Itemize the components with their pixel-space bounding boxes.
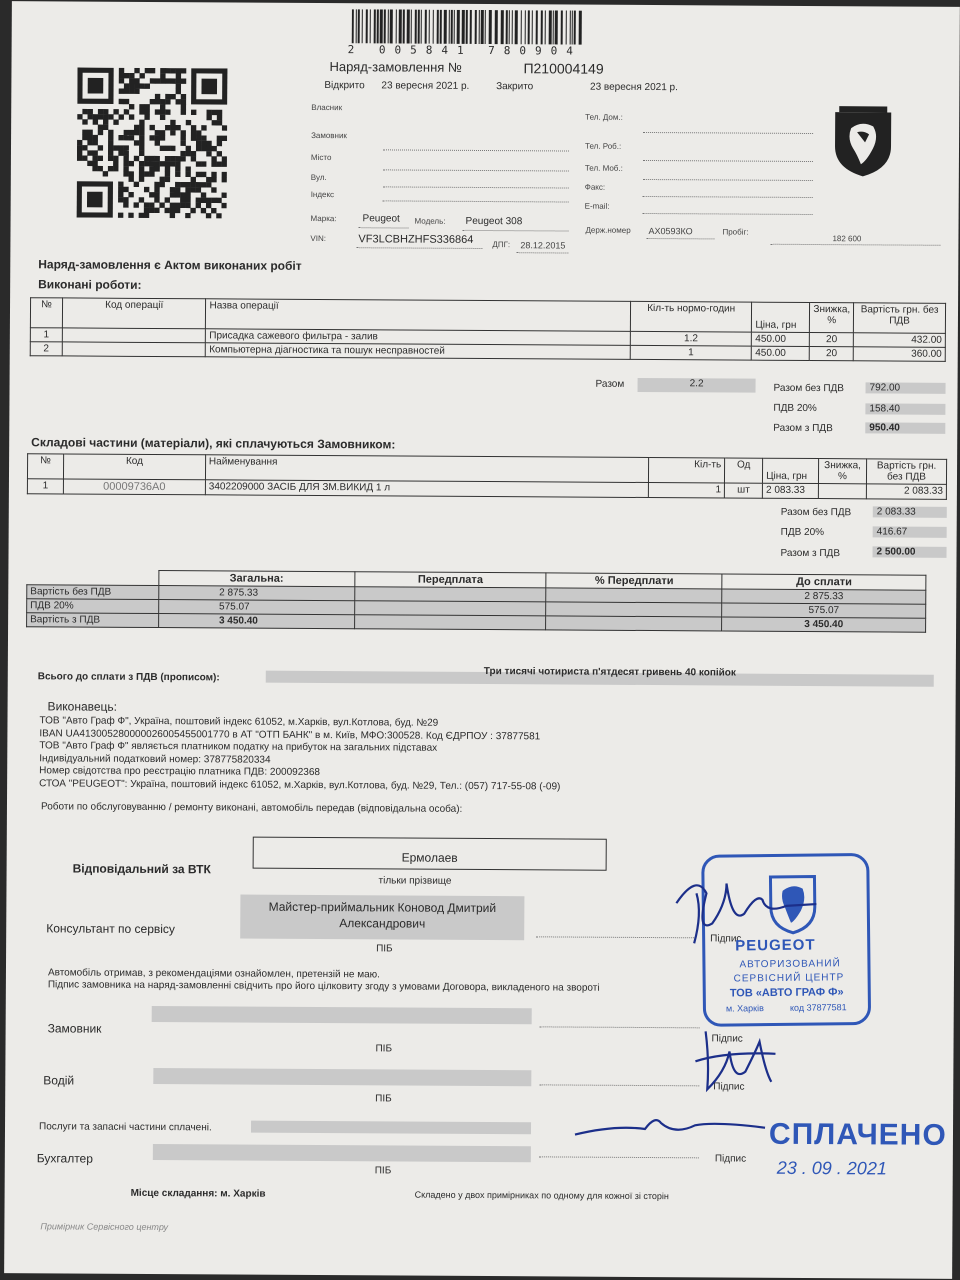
qr-code bbox=[77, 68, 228, 219]
works-header-name: Назва операції bbox=[206, 299, 631, 332]
place-of-issue: Місце складання: м. Харків bbox=[130, 1187, 266, 1200]
parts-table bbox=[27, 453, 947, 500]
peugeot-lion-icon bbox=[831, 102, 895, 178]
barcode bbox=[352, 9, 584, 46]
received-text-2: Підпис замовника на наряд-замовленні свідчить про його цілковиту згоду з умовами Договора, викладеного на звороті bbox=[47, 979, 600, 994]
barcode-number: 2 005841 780904 bbox=[347, 43, 582, 58]
vtk-name: Ермолаев bbox=[253, 837, 607, 871]
make-label: Марка: bbox=[310, 213, 337, 224]
phone-home-label: Тел. Дом.: bbox=[585, 112, 623, 122]
opened-date: 23 вересня 2021 р. bbox=[381, 80, 470, 92]
summary-cell bbox=[546, 616, 722, 631]
customer-pib: ПІБ bbox=[375, 1043, 393, 1055]
executor-title: Виконавець: bbox=[47, 699, 118, 714]
works-vat-label: ПДВ 20% bbox=[773, 402, 817, 415]
parts-header-cost: Вартість грн. без ПДВ bbox=[866, 459, 946, 484]
accountant-signature bbox=[565, 1105, 785, 1166]
works-header-num: № bbox=[30, 298, 62, 328]
consultant-signature bbox=[666, 863, 827, 954]
paid-date: 23 . 09 . 2021 bbox=[776, 1157, 887, 1179]
model-value: Peugeot 308 bbox=[465, 215, 523, 228]
peugeot-logo bbox=[831, 102, 895, 178]
consultant-pib: ПІБ bbox=[376, 943, 393, 955]
works-cell: 450.00 bbox=[752, 332, 810, 346]
vtk-label: Відповідальний за ВТК bbox=[72, 861, 211, 877]
parts-cell: 1 bbox=[649, 483, 725, 498]
customer-label: Замовник bbox=[311, 130, 347, 141]
copies-note: Складено у двох примірниках по одному для кожної зі сторін bbox=[414, 1189, 669, 1202]
driver-pib: ПІБ bbox=[375, 1093, 392, 1105]
email-label: E-mail: bbox=[584, 201, 610, 211]
parts-title: Складові частини (матеріали), які сплачуються Замовником: bbox=[31, 435, 396, 452]
consultant-name-2: Александрович bbox=[339, 916, 426, 931]
reg-value: АХ0593КО bbox=[648, 226, 693, 237]
summary-header-total: Загальна: bbox=[159, 571, 355, 587]
in-words-label: Всього до сплати з ПДВ (прописом): bbox=[37, 671, 220, 684]
vin-value: VF3LCBHZHFS336864 bbox=[358, 233, 474, 246]
works-cell: 432.00 bbox=[853, 333, 945, 348]
works-table bbox=[30, 297, 946, 362]
customer-label: Замовник bbox=[47, 1021, 102, 1036]
stamp-brand: PEUGEOT bbox=[735, 936, 816, 955]
parts-cell: шт bbox=[724, 483, 762, 498]
city-label: Місто bbox=[310, 152, 332, 163]
executor-line: ТОВ "Авто Граф Ф" являється платником податку на прибуток на загальних підставах bbox=[39, 740, 438, 754]
summary-cell: 575.07 bbox=[722, 603, 926, 618]
accountant-label: Бухгалтер bbox=[36, 1151, 93, 1166]
parts-cell: 2 083.33 bbox=[762, 483, 818, 498]
summary-cell bbox=[546, 588, 722, 603]
parts-sum-vat: 2 500.00 bbox=[873, 546, 947, 557]
parts-sum-vat-label: Разом з ПДВ bbox=[780, 547, 841, 560]
surname-only-note: тільки прізвище bbox=[378, 875, 452, 887]
summary-cell: 3 450.40 bbox=[722, 617, 926, 632]
parts-cell: 00009736A0 bbox=[63, 479, 205, 495]
paid-text: Послуги та запасні частини сплачені. bbox=[38, 1121, 212, 1134]
received-text-1: Автомобіль отримав, з рекомендаціями ознайомлен, претензій не маю. bbox=[47, 967, 380, 981]
works-cell: 20 bbox=[810, 332, 854, 346]
works-total-hours: 2.2 bbox=[638, 378, 756, 393]
works-header-price: Ціна, грн bbox=[752, 302, 810, 332]
works-header-cost: Вартість грн. без ПДВ bbox=[854, 303, 946, 334]
works-cell: Присадка сажевого фильтра - залив bbox=[206, 329, 630, 346]
works-cell: 20 bbox=[810, 346, 854, 360]
parts-header-name: Найменування bbox=[205, 455, 649, 483]
works-cell bbox=[62, 342, 206, 357]
parts-cell: 2 083.33 bbox=[866, 484, 946, 499]
accountant-pib: ПІБ bbox=[374, 1165, 392, 1177]
parts-vat: 416.67 bbox=[873, 526, 947, 537]
summary-cell: 3 450.40 bbox=[158, 614, 354, 629]
parts-header-code: Код bbox=[63, 454, 205, 480]
opened-label: Відкрито bbox=[324, 80, 365, 92]
works-cell: 2 bbox=[30, 342, 62, 356]
executor-line: IBAN UA413005280000026005455001770 в АТ "ОТП БАНК" в м. Київ, МФО:300528. Код ЄДРПОУ : 37877581 bbox=[39, 727, 541, 742]
stamp-line-4: м. Харків bbox=[725, 1003, 764, 1014]
parts-cell: 3402209000 ЗАСІБ ДЛЯ ЗМ.ВИКИД 1 л bbox=[205, 480, 648, 498]
works-total-label: Разом bbox=[595, 378, 625, 390]
summary-cell: Вартість без ПДВ bbox=[27, 585, 159, 600]
phone-mob-label: Тел. Моб.: bbox=[584, 163, 623, 173]
consultant-label: Консультант по сервісу bbox=[46, 921, 176, 937]
summary-cell bbox=[354, 615, 546, 630]
closed-label: Закрито bbox=[496, 81, 534, 93]
summary-header-prepay-percent: % Передплати bbox=[546, 573, 722, 589]
stamp-line-1: АВТОРИЗОВАНИЙ bbox=[739, 958, 841, 971]
works-sum-vat-label: Разом з ПДВ bbox=[773, 422, 833, 435]
executor-line: ТОВ "Авто Граф Ф", Україна, поштовий індекс 61052, м.Харків, вул.Котлова, буд. №29 bbox=[39, 715, 439, 729]
summary-header-due: До сплати bbox=[722, 574, 926, 590]
parts-sum-no-vat: 2 083.33 bbox=[873, 506, 947, 517]
works-header-hours: Кіл-ть нормо-годин bbox=[630, 301, 752, 332]
works-cell: 1.2 bbox=[630, 331, 752, 346]
work-order-document bbox=[4, 1, 960, 1279]
consultant-signature-label: Підпис bbox=[710, 933, 742, 945]
parts-cell bbox=[818, 484, 866, 499]
executor-line: Індивідуальний податковий номер: 378775820334 bbox=[39, 752, 271, 766]
barcode-graphic bbox=[352, 9, 584, 46]
qr-code-graphic bbox=[77, 68, 228, 219]
summary-cell: 2 875.33 bbox=[159, 586, 355, 601]
mileage-label: Пробіг: bbox=[722, 227, 749, 237]
summary-cell bbox=[354, 601, 546, 616]
summary-cell: 575.07 bbox=[158, 600, 354, 615]
phone-work-label: Тел. Роб.: bbox=[584, 141, 622, 151]
model-label: Модель: bbox=[414, 216, 446, 226]
executor-line: СТОА "PEUGEOT": Україна, поштовий індекс 61052, м.Харків, вул.Котлова, буд. №29, Тел.: (057) 717-55-08 (-09) bbox=[39, 777, 561, 792]
works-header-code: Код операції bbox=[62, 298, 206, 329]
summary-cell bbox=[546, 602, 722, 617]
customer-signature-label: Підпис bbox=[711, 1033, 743, 1045]
works-cell: Компьютерна діагностика та пошук несправностей bbox=[206, 343, 630, 360]
stamp-line-2: СЕРВІСНИЙ ЦЕНТР bbox=[733, 972, 845, 985]
parts-vat-label: ПДВ 20% bbox=[780, 526, 825, 539]
executor-details bbox=[39, 715, 561, 793]
driver-label: Водій bbox=[43, 1073, 75, 1088]
works-cell: 450.00 bbox=[752, 346, 810, 360]
parts-header-num: № bbox=[27, 454, 63, 479]
act-title: Наряд-замовлення є Актом виконаних робіт bbox=[38, 257, 302, 273]
reg-label: Держ.номер bbox=[585, 225, 631, 235]
closed-date: 23 вересня 2021 р. bbox=[590, 81, 678, 94]
handover-text: Роботи по обслуговуванню / ремонту виконані, автомобіль передав (відповідальна особа): bbox=[40, 801, 463, 815]
parts-header-discount: Знижка, % bbox=[818, 459, 866, 484]
order-number: П210004149 bbox=[523, 60, 604, 77]
parts-header-unit: Од bbox=[725, 458, 763, 483]
paid-stamp: СПЛАЧЕНО bbox=[768, 1117, 947, 1152]
works-title: Виконані роботи: bbox=[38, 277, 142, 292]
summary-cell: 2 875.33 bbox=[722, 589, 926, 604]
consultant-name: Майстер-приймальник Коновод Дмитрий bbox=[268, 899, 497, 916]
date-value: 28.12.2015 bbox=[520, 240, 566, 251]
accountant-signature-label: Підпис bbox=[714, 1153, 747, 1165]
mileage-value: 182 600 bbox=[832, 234, 862, 244]
customer-signature bbox=[685, 1011, 796, 1102]
make-value: Peugeot bbox=[362, 213, 400, 225]
works-cell: 1 bbox=[30, 328, 62, 342]
parts-cell: 1 bbox=[27, 479, 63, 494]
summary-cell: Вартість з ПДВ bbox=[27, 613, 159, 628]
street-label: Вул. bbox=[310, 172, 327, 183]
works-cell: 360.00 bbox=[853, 347, 945, 362]
works-sum-no-vat: 792.00 bbox=[866, 382, 946, 393]
driver-signature-label: Підпис bbox=[713, 1081, 745, 1093]
works-sum-no-vat-label: Разом без ПДВ bbox=[773, 382, 845, 395]
in-words-value: Три тисячі чотириста п'ятдесят гривень 40 копійок bbox=[483, 666, 736, 679]
fax-label: Факс: bbox=[584, 182, 606, 192]
parts-sum-no-vat-label: Разом без ПДВ bbox=[780, 506, 852, 519]
works-cell: 1 bbox=[630, 345, 752, 360]
vin-label: VIN: bbox=[310, 233, 327, 244]
owner-label: Власник bbox=[311, 102, 343, 113]
summary-header-prepay: Передплата bbox=[354, 572, 546, 588]
index-label: Індекс bbox=[310, 189, 335, 200]
parts-header-qty: Кіл-ть bbox=[649, 458, 725, 483]
order-title: Наряд-замовлення № bbox=[329, 59, 462, 75]
summary-cell: ПДВ 20% bbox=[27, 599, 159, 614]
works-header-discount: Знижка, % bbox=[810, 302, 854, 332]
summary-table bbox=[26, 569, 926, 632]
works-sum-vat: 950.40 bbox=[865, 422, 945, 433]
stamp-code: код 37877581 bbox=[789, 1002, 847, 1013]
date-label: ДПГ: bbox=[492, 240, 511, 250]
stamp-line-3: ТОВ «АВТО ГРАФ Ф» bbox=[729, 986, 844, 1000]
executor-line: Номер свідотства про реєстрацію платника ПДВ: 200092368 bbox=[39, 765, 321, 779]
works-vat: 158.40 bbox=[865, 403, 945, 414]
works-cell bbox=[62, 328, 206, 343]
parts-header-price: Ціна, грн bbox=[763, 458, 819, 483]
footer-note: Примірник Сервісного центру bbox=[40, 1221, 169, 1233]
summary-cell bbox=[354, 587, 546, 602]
